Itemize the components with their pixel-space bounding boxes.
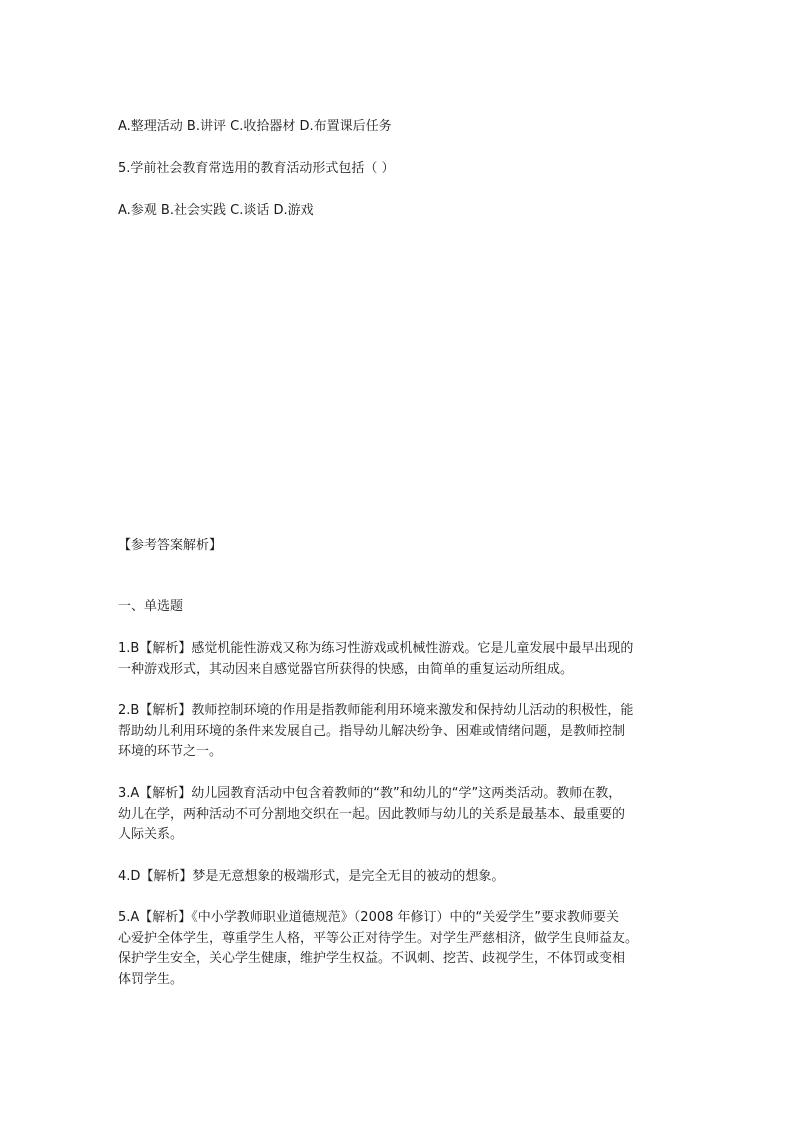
- answer-line: 环境的环节之一。: [118, 744, 223, 759]
- answer-line: 体罚学生。: [118, 971, 184, 987]
- answer-line: 1.B【解析】感觉机能性游戏又称为练习性游戏或机械性游戏。它是儿童发展中最早出现的: [118, 641, 634, 656]
- answer-explanation-4: [118, 867, 688, 888]
- answer-explanation-3: [118, 784, 688, 846]
- question-5-options: A.参观 B.社会实践 C.谈话 D.游戏: [118, 203, 314, 218]
- question-5-stem: 5.学前社会教育常选用的教育活动形式包括（ ）: [118, 161, 395, 176]
- answer-line: 幼儿在学，两种活动不可分割地交织在一起。因此教师与幼儿的关系是最基本、最重要的: [118, 806, 626, 822]
- question-4-options: A.整理活动 B.讲评 C.收拾器材 D.布置课后任务: [118, 119, 392, 134]
- section-heading-single-choice: 一、单选题: [118, 599, 184, 614]
- answer-line: 保护学生安全，关心学生健康，维护学生权益。不讽刺、挖苦、歧视学生，不体罚或变相: [118, 951, 626, 966]
- answer-key-heading: 【参考答案解析】: [118, 538, 223, 553]
- answer-line: 人际关系。: [118, 827, 184, 842]
- answer-line: 帮助幼儿利用环境的条件来发展自己。指导幼儿解决纷争、困难或情绪问题，是教师控制: [118, 723, 626, 739]
- answer-line: 2.B【解析】教师控制环境的作用是指教师能利用环境来激发和保持幼儿活动的积极性，能: [118, 703, 634, 718]
- answer-explanation-2: [118, 701, 688, 763]
- answer-explanation-5: [118, 908, 688, 990]
- answer-line: 心爱护全体学生，尊重学生人格，平等公正对待学生。对学生严慈相济，做学生良师益友。: [118, 930, 639, 946]
- answer-line: 一种游戏形式，其动因来自感觉器官所获得的快感，由简单的重复运动所组成。: [118, 661, 574, 677]
- answer-line: 3.A【解析】幼儿园教育活动中包含着教师的“教”和幼儿的“学”这两类活动。教师在教，: [118, 786, 622, 801]
- answer-explanation-1: [118, 639, 688, 680]
- answer-line: 5.A【解析】《中小学教师职业道德规范》（2008 年修订）中的“关爱学生”要求教师要关: [118, 910, 619, 925]
- answer-line: 4.D【解析】梦是无意想象的极端形式，是完全无目的被动的想象。: [118, 869, 505, 884]
